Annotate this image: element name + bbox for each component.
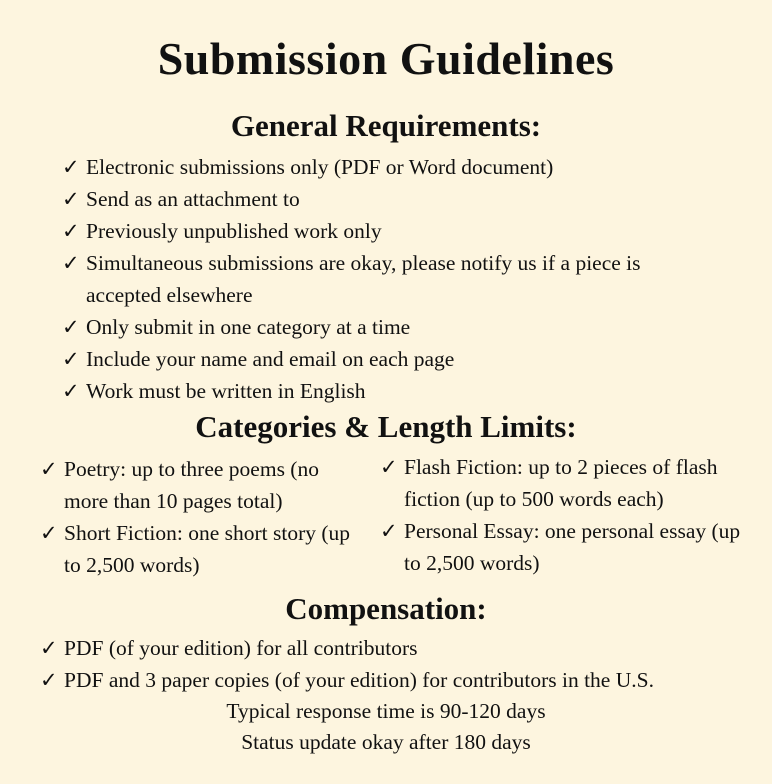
checkmark-icon: ✓ [62,347,80,371]
checkmark-icon: ✓ [62,251,80,275]
response-time-text: Typical response time is 90-120 days [226,699,546,723]
compensation-list [40,632,760,696]
checkmark-icon: ✓ [62,187,80,211]
list-item: ✓ PDF and 3 paper copies (of your edition) for contributors in the U.S. [40,664,760,696]
checkmark-icon: ✓ [62,379,80,403]
checkmark-icon: ✓ [40,457,58,481]
list-item: ✓ Short Fiction: one short story (up to 2,500 words) [40,517,358,581]
checkmark-icon: ✓ [380,519,398,543]
list-item: ✓ Personal Essay: one personal essay (up to 2,500 words) [380,515,752,579]
checkmark-icon: ✓ [40,521,58,545]
list-item: ✓ Work must be written in English [62,375,702,407]
categories-left-list [40,453,358,581]
general-requirements-list [62,151,702,407]
list-item: ✓ Only submit in one category at a time [62,311,702,343]
categories-right-list [380,451,752,579]
list-item: ✓ Send as an attachment to [62,183,702,215]
checkmark-icon: ✓ [62,315,80,339]
list-item: ✓ Electronic submissions only (PDF or Word document) [62,151,702,183]
checkmark-icon: ✓ [62,219,80,243]
categories-heading: Categories & Length Limits: [195,409,577,444]
compensation-heading: Compensation: [285,591,487,626]
list-item: ✓ Previously unpublished work only [62,215,702,247]
page-title: Submission Guidelines [157,33,615,84]
list-item: ✓ Poetry: up to three poems (no more than 10 pages total) [40,453,358,517]
checkmark-icon: ✓ [380,455,398,479]
checkmark-icon: ✓ [40,636,58,660]
checkmark-icon: ✓ [40,668,58,692]
list-item: ✓ Flash Fiction: up to 2 pieces of flash fiction (up to 500 words each) [380,451,752,515]
list-item: ✓ Include your name and email on each page [62,343,702,375]
list-item: ✓ PDF (of your edition) for all contributors [40,632,760,664]
list-item: ✓ Simultaneous submissions are okay, please notify us if a piece is accepted elsewhere [62,247,702,311]
checkmark-icon: ✓ [62,155,80,179]
general-requirements-heading: General Requirements: [230,108,542,143]
status-update-text: Status update okay after 180 days [241,730,531,754]
